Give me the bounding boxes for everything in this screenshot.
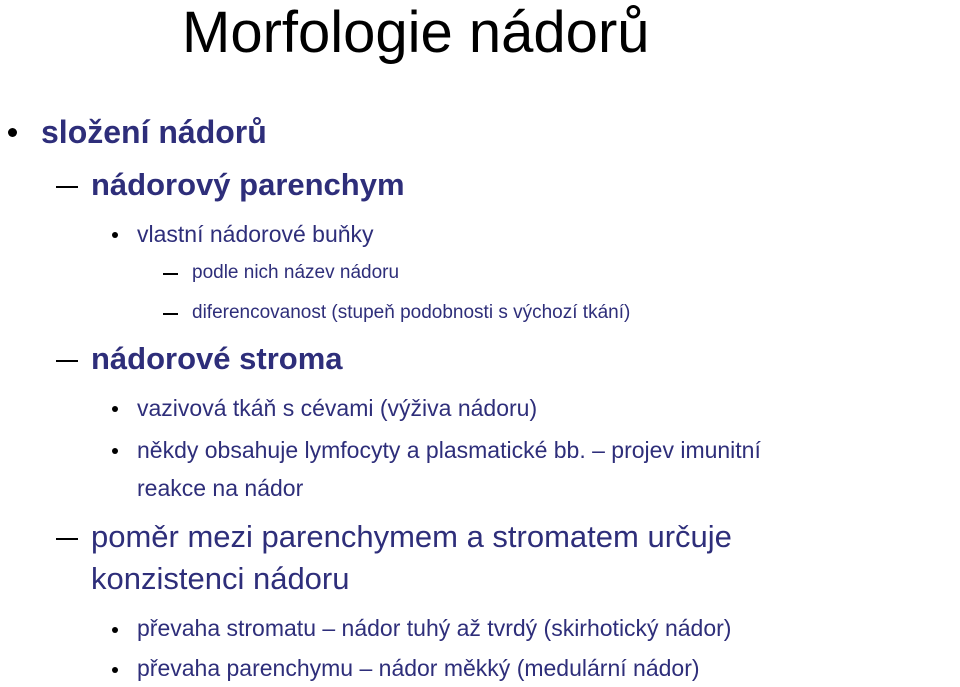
bullet-dash-icon <box>56 538 78 540</box>
slide-title: Morfologie nádorů <box>182 0 650 65</box>
bullet-dash-icon <box>163 273 178 275</box>
bullet-dot-icon <box>112 667 118 673</box>
bullet-level4-tumor-name: podle nich název nádoru <box>192 262 400 283</box>
bullet-level2-ratio-line2: konzistenci nádoru <box>91 561 350 596</box>
bullet-dot-icon <box>112 232 118 238</box>
bullet-level3-lymphocytes-line1: někdy obsahuje lymfocyty a plasmatické bb. – projev imunitní <box>137 437 761 463</box>
bullet-dash-icon <box>163 313 178 315</box>
bullet-dot-icon <box>112 627 118 633</box>
bullet-level3-tumor-cells: vlastní nádorové buňky <box>137 221 374 247</box>
bullet-dash-icon <box>56 360 78 362</box>
bullet-level1-composition: složení nádorů <box>41 114 267 150</box>
bullet-dash-icon <box>56 186 78 188</box>
bullet-dot-icon <box>112 448 118 454</box>
bullet-dot-icon <box>112 406 118 412</box>
bullet-level2-stroma: nádorové stroma <box>91 341 343 376</box>
bullet-level3-connective-tissue: vazivová tkáň s cévami (výživa nádoru) <box>137 395 538 421</box>
bullet-level2-parenchyma: nádorový parenchym <box>91 167 405 202</box>
bullet-level3-lymphocytes-line2: reakce na nádor <box>137 475 304 501</box>
bullet-level4-differentiation: diferencovanost (stupeň podobnosti s výchozí tkání) <box>192 302 631 323</box>
bullet-dot-icon <box>8 128 17 137</box>
bullet-level2-ratio-line1: poměr mezi parenchymem a stromatem určuje <box>91 519 732 554</box>
bullet-level3-parenchyma-predominance: převaha parenchymu – nádor měkký (medulární nádor) <box>137 655 700 681</box>
bullet-level3-stroma-predominance: převaha stromatu – nádor tuhý až tvrdý (skirhotický nádor) <box>137 615 732 641</box>
